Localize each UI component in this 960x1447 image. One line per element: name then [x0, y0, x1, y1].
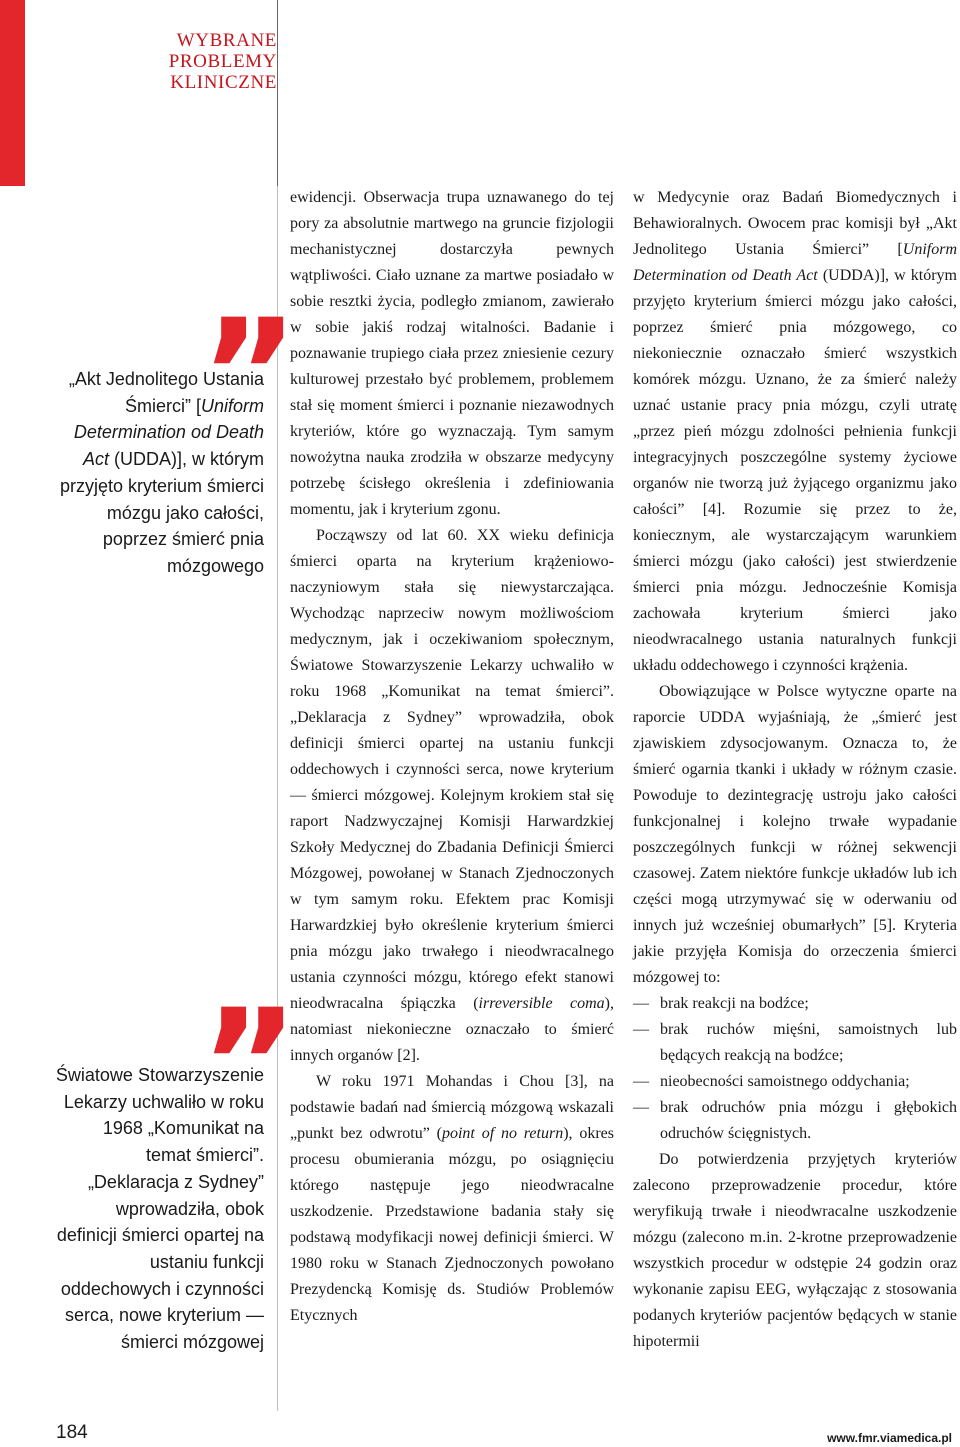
pull-quote-text: (UDDA)], w którym przyjęto kryterium śmierci mózgu jako całości, poprzez śmierć pnia mózgowego — [59, 449, 264, 576]
paragraph — [290, 523, 614, 1069]
list-item — [633, 1017, 957, 1069]
paragraph-text: w Medycynie oraz Badań Biomedycznych i Behawioralnych. Owocem prac komisji był „Akt Jednolitego Ustania Śmierci” [ — [633, 189, 957, 258]
dash-bullet: — — [633, 1021, 649, 1038]
paragraph-text: Począwszy od lat 60. XX wieku definicja śmierci oparta na kryterium krążeniowo-naczyniowym stała się niewystarczająca. Wychodząc naprzeciw nowym możliwościom medycznym, jak i oczekiwaniom społecznym, Światowe Stowarzyszenie Lekarzy uchwaliło w roku 1968 „Komunikat na temat śmierci”. „Deklaracja z Sydney” wprowadziła, obok definicji śmierci opartej na ustaniu funkcji oddechowych i czynności serca, nowe kryterium — śmierci mózgowej. Kolejnym krokiem stał się raport Nadzwyczajnej Komisji Harwardzkiej Szkoły Medycznej do Zbadania Definicji Śmierci Mózgowej, powołanej w Stanach Zjednoczonych w tym samym roku. Efektem prac Komisji Harwardzkiej było określenie kryterium śmierci pnia mózgu jako trwałego i nieodwracalnego ustania czynności mózgu, którego efekt stanowi nieodwracalna śpiączka ( — [290, 527, 614, 1012]
dash-bullet: — — [633, 1099, 649, 1116]
journal-url[interactable]: www.fmr.viamedica.pl — [827, 1431, 952, 1445]
paragraph-italic: Uniform Determination od Death Act — [633, 241, 957, 284]
text-column-right — [633, 185, 957, 1355]
page-number: 184 — [56, 1422, 88, 1443]
paragraph-text: ), natomiast niekonieczne oznaczało to śmierć innych organów [2]. — [290, 995, 614, 1064]
dash-bullet: — — [633, 1073, 649, 1090]
text-column-left — [290, 185, 614, 1329]
header-line: KLINICZNE — [170, 72, 277, 93]
paragraph — [633, 185, 957, 679]
quote-mark-icon — [200, 990, 299, 1062]
paragraph — [290, 1069, 614, 1329]
pull-quote-text: „Akt Jednolitego Ustania Śmierci” [ — [68, 369, 264, 416]
paragraph-italic: irreversible coma — [478, 995, 605, 1012]
paragraph: Obowiązujące w Polsce wytyczne oparte na raporcie UDDA wyjaśniają, że „śmierć jest zjawiskiem zdysocjowanym. Oznacza to, że śmierć ogarnia tkanki i układy w różnym czasie. Powoduje to dezintegrację ustroju jako całości funkcjonalnej i kolejno trwałe wypadanie poszczególnych funkcji w różnej sekwencji czasowej. Zatem niektóre funkcje układów lub ich części mogą utrzymywać się w oderwaniu od innych już wcześniej obumarłych” [5]. Kryteria jakie przyjęła Komisja do orzeczenia śmierci mózgowej to: — [633, 683, 957, 986]
pull-quote: Światowe Stowarzyszenie Lekarzy uchwaliło w roku 1968 „Komunikat na temat śmierci”. „Deklaracja z Sydney” wprowadziła, obok definicji śmierci opartej na ustaniu funkcji oddechowych i czynności serca, nowe kryterium — śmierci mózgowej — [55, 1065, 264, 1353]
paragraph-text: ), okres procesu obumierania mózgu, po osiągnięciu którego następuje jego nieodwracalne uszkodzenie. Przedstawione badania stały się podstawą modyfikacji nowej definicji śmierci. W 1980 roku w Stanach Zjednoczonych powołano Prezydencką Komisję ds. Studiów Problemów Etycznych — [290, 1125, 615, 1324]
list-item — [633, 991, 957, 1017]
pull-quote — [54, 366, 264, 580]
paragraph-italic: point of no return — [441, 1125, 564, 1142]
quote-mark-icon — [200, 300, 299, 372]
paragraph-text: W roku 1971 Mohandas i Chou [3], na podstawie badań nad śmiercią mózgową wskazali „punkt bez odwrotu” ( — [290, 1073, 614, 1142]
list-item-text: brak reakcji na bodźce; — [660, 995, 809, 1012]
header-line: WYBRANE — [176, 30, 277, 51]
section-header — [150, 30, 277, 93]
list-item — [633, 1069, 957, 1095]
list-item-text: brak odruchów pnia mózgu i głębokich odruchów ścięgnistych. — [660, 1099, 957, 1142]
red-accent-bar — [0, 0, 25, 186]
list-item-text: brak ruchów mięśni, samoistnych lub będących reakcją na bodźce; — [660, 1021, 957, 1064]
paragraph: ewidencji. Obserwacja trupa uznawanego do tej pory za absolutnie martwego na gruncie fizjologii mechanistycznej dostarczyła pewnych wątpliwości. Ciało uznane za martwe posiadało w sobie resztki życia, podległo zmianom, zawierało w sobie jakiś rodzaj witalności. Badanie i poznawanie trupiego ciała przez zniesienie cezury kulturowej przestało być problemem, problemem stał się moment śmierci i poznanie niezawodnych kryteriów, które go wyznaczają. Tym samym nowożytna nauka zrodziła w obszarze medycyny potrzebę ścisłego określenia i zdefiniowania momentu, jak i kryterium zgonu. — [290, 189, 614, 518]
header-line: PROBLEMY — [168, 51, 277, 72]
pull-quote-italic: Uniform Determination od Death Act — [73, 395, 264, 470]
dash-bullet: — — [633, 995, 649, 1012]
list-item-text: nieobecności samoistnego oddychania; — [660, 1073, 910, 1090]
paragraph-text: (UDDA)], w którym przyjęto kryterium śmierci mózgu jako całości, poprzez śmierć pnia mózgowego, co niekoniecznie oznaczało śmierć wszystkich komórek mózgu. Uznano, że za śmierć należy uznać ustanie pracy pnia mózgu, czyli utratę „przez pień mózgu zdolności pełnienia funkcji integracyjnych poszczególne systemy życiowe organów nie tworzą już żyjącego organizmu jako całości” [4]. Rozumie się przez to że, koniecznym, ale wystarczającym warunkiem śmierci mózgu (jako całości) jest stwierdzenie śmierci pnia mózgu. Jednocześnie Komisja zachowała kryterium śmierci jako nieodwracalnego ustania naturalnych funkcji układu oddechowego i czynności krążenia. — [633, 267, 957, 674]
header-divider — [277, 0, 278, 186]
criteria-list — [633, 991, 957, 1147]
paragraph: Do potwierdzenia przyjętych kryteriów zalecono przeprowadzenie procedur, które weryfikują trwałe i nieodwracalne uszkodzenie mózgu (zalecono m.in. 2-krotne przeprowadzenie wszystkich procedur w odstępie 24 godzin oraz wykonanie zapisu EEG, wyłączając z stosowania podanych kryteriów pacjentów będących w stanie hipotermii — [633, 1151, 957, 1350]
list-item — [633, 1095, 957, 1147]
